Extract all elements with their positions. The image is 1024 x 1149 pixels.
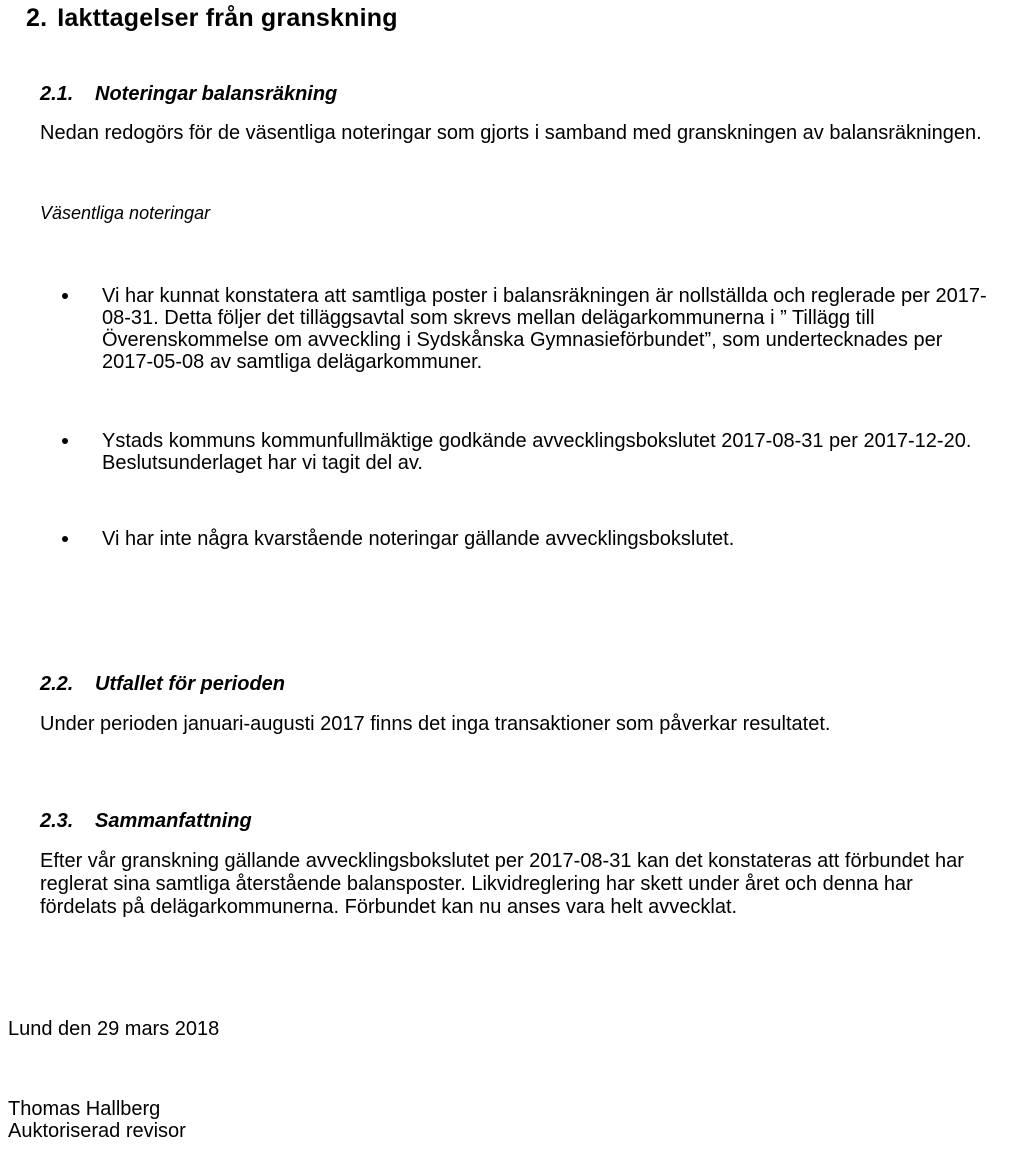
- subsection-number: 2.3.: [40, 810, 74, 832]
- subsection-heading-2-2: [40, 673, 285, 696]
- bullet-dot-icon: [62, 536, 68, 542]
- bullet-item: [62, 430, 992, 474]
- bullet-item: [62, 528, 992, 550]
- subsection-title: Utfallet för perioden: [95, 673, 286, 695]
- essential-notes-subheading: Väsentliga noteringar: [40, 203, 211, 223]
- bullet-item: [62, 285, 992, 373]
- subsection-heading-2-1: [40, 83, 337, 106]
- bullet-dot-icon: [62, 438, 68, 444]
- bullet-text: Vi har inte några kvarstående noteringar gällande avvecklingsbokslutet.: [102, 528, 735, 550]
- signer-role: Auktoriserad revisor: [8, 1120, 186, 1142]
- subsection-title: Noteringar balansräkning: [95, 83, 338, 105]
- section-heading: [26, 4, 398, 33]
- signer-name: Thomas Hallberg: [8, 1098, 161, 1120]
- summary-paragraph: Efter vår granskning gällande avvecklingsbokslutet per 2017-08-31 kan det konstateras att förbundet har reglerat sina samtliga återstående balansposter. Likvidreglering har skett under året och denna har fördelats på delägarkommunerna. Förbundet kan nu anses vara helt avvecklat.: [40, 850, 964, 918]
- section-number: 2.: [26, 4, 48, 32]
- subsection-heading-2-3: [40, 810, 252, 833]
- subsection-number: 2.2.: [40, 673, 74, 695]
- period-result-paragraph: Under perioden januari-augusti 2017 finns det inga transaktioner som påverkar resultatet.: [40, 713, 831, 735]
- section-title: Iakttagelser från granskning: [57, 4, 398, 32]
- place-and-date: Lund den 29 mars 2018: [8, 1018, 220, 1040]
- bullet-dot-icon: [62, 293, 68, 299]
- subsection-title: Sammanfattning: [95, 810, 252, 832]
- bullet-text: Ystads kommuns kommunfullmäktige godkände avvecklingsbokslutet 2017-08-31 per 2017-12-20. Beslutsunderlaget har vi tagit del av.: [102, 430, 972, 474]
- bullet-text: Vi har kunnat konstatera att samtliga poster i balansräkningen är nollställda och reglerade per 2017-08-31. Detta följer det tilläggsavtal som skrevs mellan delägarkommunerna i ” Tillägg till Överenskommelse om avveckling i Sydskånska Gymnasieförbundet”, som undertecknades per 2017-05-08 av samtliga delägarkommuner.: [102, 285, 987, 373]
- balance-intro-paragraph: Nedan redogörs för de väsentliga noteringar som gjorts i samband med granskningen av balansräkningen.: [40, 122, 982, 144]
- subsection-number: 2.1.: [40, 83, 74, 105]
